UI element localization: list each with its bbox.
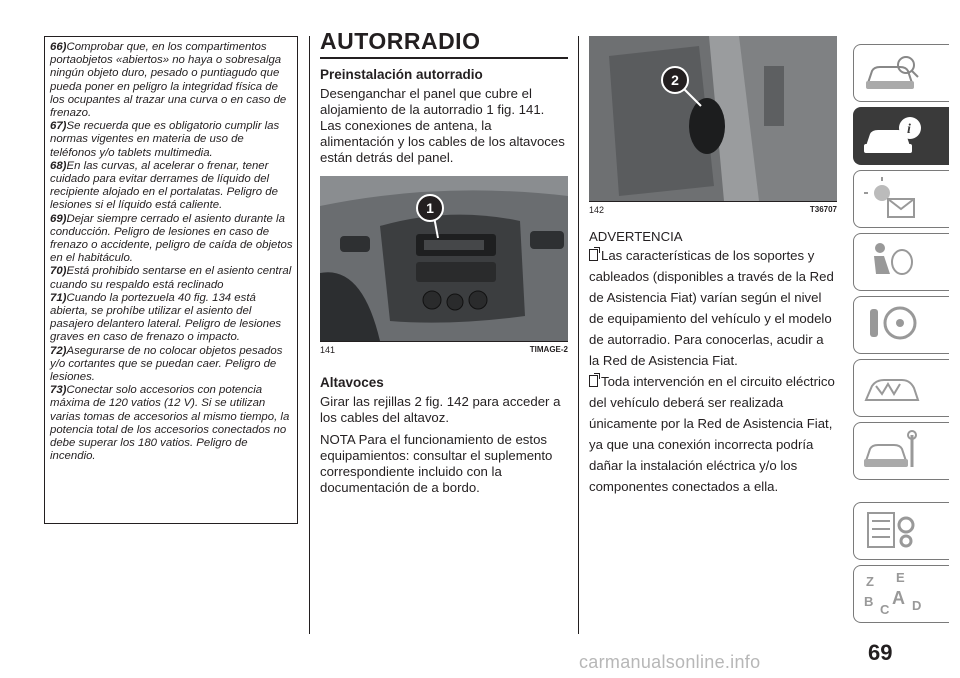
warning-item: 72)Asegurarse de no colocar objetos pesados y/o cortantes que se puedan caer. Peligro de lesiones. bbox=[50, 344, 283, 384]
warning-item: 69)Dejar siempre cerrado el asiento durante la conducción. Peligro de lesiones en caso de frenazo o accidente, peligro de caída de objetos en el habitáculo. bbox=[50, 212, 293, 265]
advertencia-item: Toda intervención en el circuito eléctrico del vehículo deberá ser realizada únicamente por la Red de Asistencia Fiat, ya que una conexión incorrecta podría dañar la instalación eléctrica y/o los componentes conectados a ella. bbox=[589, 374, 835, 494]
warning-item: 68)En las curvas, al acelerar o frenar, tener cuidado para evitar derrames de líquido del recipiente alojado en el portalatas. Peligro de lesiones si el líquido está caliente. bbox=[50, 159, 278, 212]
column-divider bbox=[309, 36, 310, 634]
svg-text:Z: Z bbox=[866, 574, 874, 589]
figure-code: TIMAGE-2 bbox=[529, 345, 568, 354]
advertencia-title: ADVERTENCIA bbox=[589, 229, 683, 244]
figure-141-image bbox=[320, 176, 568, 342]
car-service-icon bbox=[862, 427, 922, 475]
door-speaker-illustration bbox=[589, 36, 837, 201]
bullet-icon bbox=[589, 249, 598, 261]
sidebar-tab-technical[interactable] bbox=[853, 502, 949, 560]
watermark: carmanualsonline.info bbox=[579, 652, 761, 672]
warnings-box bbox=[44, 36, 298, 524]
callout-1: 1 bbox=[416, 194, 444, 222]
middle-column bbox=[320, 28, 568, 502]
sidebar-tab-index[interactable] bbox=[853, 565, 949, 623]
paragraph: Girar las rejillas 2 fig. 142 para acceder a los cables del altavoz. bbox=[320, 394, 561, 425]
warning-item: 73)Conectar solo accesorios con potencia máxima de 120 vatios (12 V). Si se utilizan varias tomas de accesorios al mismo tiempo, la potencia total de los accesorios conectados no debe superar los 180 vatios. Peligro de incendio. bbox=[50, 384, 290, 463]
sidebar-tab-starting[interactable] bbox=[853, 296, 949, 354]
key-steering-icon bbox=[862, 301, 922, 349]
figure-number: 142 bbox=[589, 205, 605, 215]
car-search-icon bbox=[862, 49, 922, 97]
bullet-icon bbox=[589, 375, 598, 387]
warning-item: 70)Está prohibido sentarse en el asiento central cuando su respaldo está reclinado bbox=[50, 265, 292, 291]
figure-code: T36707 bbox=[809, 205, 837, 214]
figure-142-image bbox=[589, 36, 837, 202]
checklist-gear-icon bbox=[862, 507, 922, 555]
figure-number: 141 bbox=[320, 345, 336, 355]
warning-item: 71)Cuando la portezuela 40 fig. 134 está abierta, se prohíbe utilizar el asiento del pasajero delantero lateral. Peligro de lesiones graves en caso de frenazo o impacto. bbox=[50, 291, 282, 344]
subsection-title: Preinstalación autorradio bbox=[320, 67, 483, 82]
paragraph: Desenganchar el panel que cubre el alojamiento de la autorradio 1 fig. 141. Las conexiones de antena, la alimentación y los cables de los altavoces están detrás del panel. bbox=[320, 86, 565, 165]
sidebar-tab-car-search[interactable] bbox=[853, 44, 949, 102]
sidebar-tab-warning-lights[interactable] bbox=[853, 170, 949, 228]
advertencia-item: Las características de los soportes y cableados (disponibles a través de la Red de Asistencia Fiat) varían según el nivel de equipamiento del vehículo y el modelo de autorradio. Para conocerlas, acudir a la Red de Asistencia Fiat. bbox=[589, 248, 834, 368]
airbag-seat-icon bbox=[862, 238, 922, 286]
warning-light-icon bbox=[862, 175, 922, 223]
callout-2: 2 bbox=[661, 66, 689, 94]
car-info-icon bbox=[862, 112, 922, 160]
sidebar-tab-service[interactable] bbox=[853, 422, 949, 480]
title-rule bbox=[320, 57, 568, 59]
svg-text:B: B bbox=[864, 594, 874, 609]
figure-141-caption bbox=[320, 342, 568, 355]
sidebar-tab-car-info[interactable] bbox=[853, 107, 949, 165]
note-paragraph: NOTA Para el funcionamiento de estos equipamientos: consultar el suplemento correspondiente incluido con la documentación de a bordo. bbox=[320, 432, 553, 495]
right-column bbox=[589, 36, 837, 497]
sidebar-tab-safety[interactable] bbox=[853, 233, 949, 291]
warning-item: 66)Comprobar que, en los compartimentos portaobjetos «abiertos» no haya o sobresalga ningún objeto duro, pesado o puntiagudo que pueda poner en peligro la integridad física de los ocupantes al trazar una curva o en caso de frenazo. bbox=[50, 41, 287, 120]
section-title: AUTORRADIO bbox=[320, 28, 481, 54]
svg-text:E: E bbox=[896, 570, 905, 585]
figure-142-caption bbox=[589, 202, 837, 215]
subsection-title: Altavoces bbox=[320, 375, 384, 390]
alphabet-index-icon bbox=[862, 570, 922, 618]
svg-text:A: A bbox=[892, 588, 905, 608]
dashboard-radio-illustration bbox=[320, 176, 568, 341]
svg-text:C: C bbox=[880, 602, 890, 617]
warning-item: 67)Se recuerda que es obligatorio cumplir las normas vigentes en materia de uso de teléfonos y/o tablets multimedia. bbox=[50, 120, 280, 159]
svg-text:D: D bbox=[912, 598, 922, 613]
svg-text:i: i bbox=[907, 122, 911, 137]
sidebar-tab-emergency[interactable] bbox=[853, 359, 949, 417]
page-number: 69 bbox=[868, 640, 893, 665]
car-accident-icon bbox=[862, 364, 922, 412]
column-divider bbox=[578, 36, 579, 634]
